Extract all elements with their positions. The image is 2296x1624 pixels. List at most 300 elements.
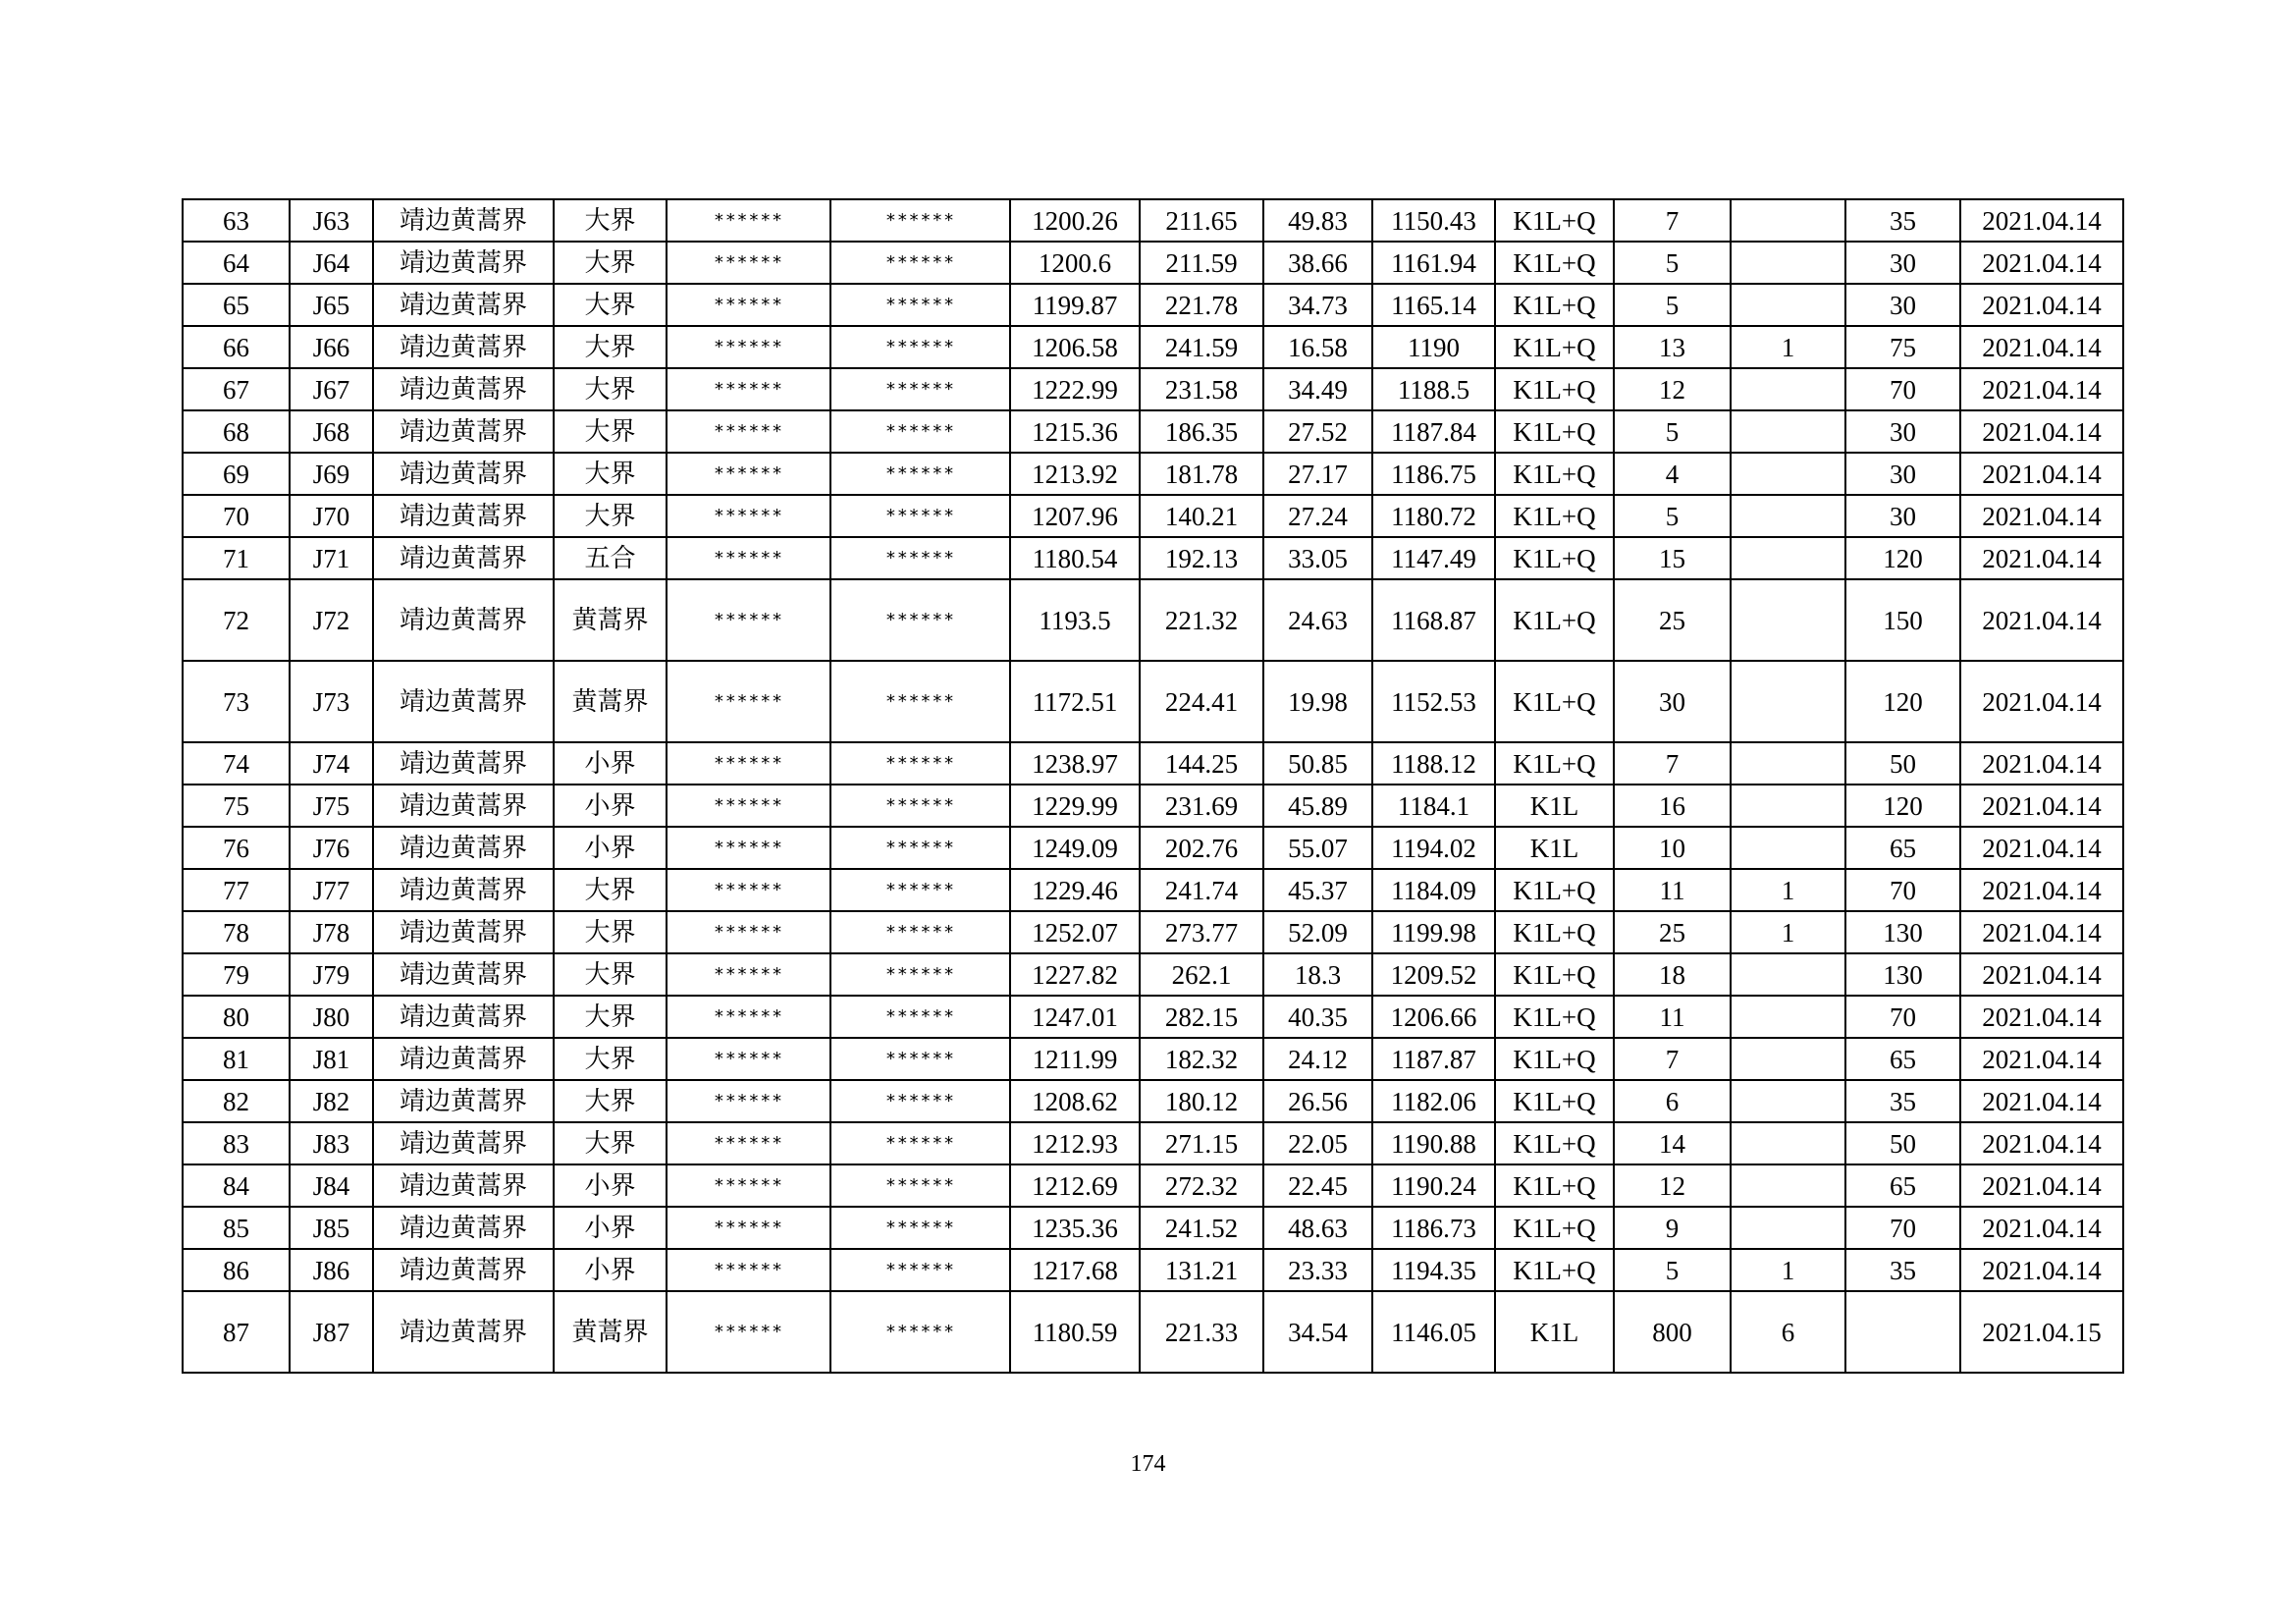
cell-base-elevation: 1188.5 (1372, 368, 1495, 410)
table-row (183, 661, 2123, 742)
cell-elevation: 1247.01 (1010, 996, 1140, 1038)
cell-thickness: 55.07 (1263, 827, 1372, 869)
cell-location: 五合 (554, 537, 667, 579)
cell-area-name: 靖边黄蒿界 (373, 284, 554, 326)
cell-value-c: 150 (1845, 579, 1960, 661)
cell-depth: 273.77 (1140, 911, 1263, 953)
cell-coord-y: ****** (830, 326, 1010, 368)
cell-date: 2021.04.14 (1960, 1122, 2123, 1164)
cell-thickness: 49.83 (1263, 199, 1372, 242)
table-row (183, 1080, 2123, 1122)
cell-base-elevation: 1187.84 (1372, 410, 1495, 453)
cell-stratum: K1L+Q (1495, 199, 1614, 242)
cell-depth: 221.32 (1140, 579, 1263, 661)
cell-well-id: J64 (290, 242, 373, 284)
cell-coord-y: ****** (830, 827, 1010, 869)
cell-stratum: K1L+Q (1495, 453, 1614, 495)
cell-coord-x: ****** (667, 284, 830, 326)
table-row (183, 1164, 2123, 1207)
cell-value-c: 70 (1845, 368, 1960, 410)
cell-depth: 182.32 (1140, 1038, 1263, 1080)
cell-area-name: 靖边黄蒿界 (373, 911, 554, 953)
cell-coord-x: ****** (667, 495, 830, 537)
cell-coord-x: ****** (667, 996, 830, 1038)
cell-value-a: 18 (1614, 953, 1731, 996)
cell-value-a: 25 (1614, 579, 1731, 661)
cell-area-name: 靖边黄蒿界 (373, 742, 554, 785)
cell-value-b (1731, 785, 1845, 827)
cell-area-name: 靖边黄蒿界 (373, 996, 554, 1038)
cell-area-name: 靖边黄蒿界 (373, 326, 554, 368)
cell-thickness: 33.05 (1263, 537, 1372, 579)
cell-date: 2021.04.14 (1960, 410, 2123, 453)
cell-base-elevation: 1152.53 (1372, 661, 1495, 742)
cell-stratum: K1L+Q (1495, 368, 1614, 410)
cell-row-number: 87 (183, 1291, 290, 1373)
cell-value-a: 11 (1614, 869, 1731, 911)
cell-location: 小界 (554, 742, 667, 785)
table-row (183, 284, 2123, 326)
cell-thickness: 27.17 (1263, 453, 1372, 495)
cell-elevation: 1217.68 (1010, 1249, 1140, 1291)
cell-depth: 180.12 (1140, 1080, 1263, 1122)
cell-value-b (1731, 284, 1845, 326)
cell-location: 黄蒿界 (554, 661, 667, 742)
cell-date: 2021.04.14 (1960, 495, 2123, 537)
cell-elevation: 1211.99 (1010, 1038, 1140, 1080)
cell-thickness: 48.63 (1263, 1207, 1372, 1249)
cell-thickness: 26.56 (1263, 1080, 1372, 1122)
cell-coord-x: ****** (667, 242, 830, 284)
cell-stratum: K1L (1495, 785, 1614, 827)
cell-area-name: 靖边黄蒿界 (373, 1291, 554, 1373)
cell-value-c: 65 (1845, 1164, 1960, 1207)
cell-location: 大界 (554, 410, 667, 453)
cell-base-elevation: 1194.35 (1372, 1249, 1495, 1291)
cell-date: 2021.04.14 (1960, 785, 2123, 827)
cell-elevation: 1238.97 (1010, 742, 1140, 785)
cell-value-c: 30 (1845, 410, 1960, 453)
cell-value-b: 6 (1731, 1291, 1845, 1373)
cell-thickness: 34.49 (1263, 368, 1372, 410)
cell-coord-y: ****** (830, 953, 1010, 996)
table-row (183, 326, 2123, 368)
cell-location: 大界 (554, 953, 667, 996)
cell-row-number: 72 (183, 579, 290, 661)
cell-value-c: 50 (1845, 1122, 1960, 1164)
cell-well-id: J74 (290, 742, 373, 785)
cell-depth: 192.13 (1140, 537, 1263, 579)
cell-value-c: 130 (1845, 953, 1960, 996)
cell-stratum: K1L+Q (1495, 996, 1614, 1038)
table-row (183, 495, 2123, 537)
cell-depth: 140.21 (1140, 495, 1263, 537)
cell-well-id: J78 (290, 911, 373, 953)
cell-well-id: J86 (290, 1249, 373, 1291)
cell-area-name: 靖边黄蒿界 (373, 579, 554, 661)
cell-value-b (1731, 1164, 1845, 1207)
cell-depth: 211.65 (1140, 199, 1263, 242)
cell-coord-y: ****** (830, 1122, 1010, 1164)
cell-stratum: K1L+Q (1495, 1080, 1614, 1122)
cell-date: 2021.04.14 (1960, 1249, 2123, 1291)
cell-value-b (1731, 368, 1845, 410)
cell-value-a: 13 (1614, 326, 1731, 368)
cell-thickness: 50.85 (1263, 742, 1372, 785)
cell-thickness: 52.09 (1263, 911, 1372, 953)
cell-depth: 272.32 (1140, 1164, 1263, 1207)
cell-stratum: K1L+Q (1495, 1207, 1614, 1249)
cell-elevation: 1206.58 (1010, 326, 1140, 368)
cell-elevation: 1172.51 (1010, 661, 1140, 742)
table-row (183, 1249, 2123, 1291)
cell-well-id: J67 (290, 368, 373, 410)
cell-date: 2021.04.14 (1960, 869, 2123, 911)
cell-value-c: 75 (1845, 326, 1960, 368)
cell-value-a: 25 (1614, 911, 1731, 953)
cell-coord-x: ****** (667, 453, 830, 495)
cell-thickness: 23.33 (1263, 1249, 1372, 1291)
cell-coord-y: ****** (830, 242, 1010, 284)
cell-stratum: K1L+Q (1495, 579, 1614, 661)
cell-location: 小界 (554, 1249, 667, 1291)
cell-depth: 241.74 (1140, 869, 1263, 911)
cell-coord-x: ****** (667, 1080, 830, 1122)
cell-date: 2021.04.14 (1960, 661, 2123, 742)
cell-location: 大界 (554, 199, 667, 242)
cell-depth: 224.41 (1140, 661, 1263, 742)
cell-area-name: 靖边黄蒿界 (373, 453, 554, 495)
cell-value-b (1731, 996, 1845, 1038)
cell-location: 大界 (554, 911, 667, 953)
table-row (183, 242, 2123, 284)
cell-thickness: 16.58 (1263, 326, 1372, 368)
cell-value-c: 70 (1845, 996, 1960, 1038)
cell-row-number: 80 (183, 996, 290, 1038)
cell-coord-x: ****** (667, 537, 830, 579)
cell-depth: 231.58 (1140, 368, 1263, 410)
table-row (183, 1122, 2123, 1164)
cell-location: 大界 (554, 1038, 667, 1080)
table-row (183, 1291, 2123, 1373)
cell-value-b: 1 (1731, 326, 1845, 368)
cell-area-name: 靖边黄蒿界 (373, 785, 554, 827)
cell-base-elevation: 1168.87 (1372, 579, 1495, 661)
cell-date: 2021.04.14 (1960, 537, 2123, 579)
cell-stratum: K1L+Q (1495, 1164, 1614, 1207)
cell-well-id: J76 (290, 827, 373, 869)
cell-thickness: 27.52 (1263, 410, 1372, 453)
cell-base-elevation: 1186.75 (1372, 453, 1495, 495)
cell-well-id: J81 (290, 1038, 373, 1080)
table-row (183, 1207, 2123, 1249)
cell-depth: 241.59 (1140, 326, 1263, 368)
cell-base-elevation: 1187.87 (1372, 1038, 1495, 1080)
cell-value-c: 120 (1845, 785, 1960, 827)
cell-elevation: 1212.93 (1010, 1122, 1140, 1164)
cell-value-b: 1 (1731, 911, 1845, 953)
cell-value-a: 10 (1614, 827, 1731, 869)
cell-value-b (1731, 410, 1845, 453)
cell-value-a: 7 (1614, 742, 1731, 785)
cell-date: 2021.04.14 (1960, 996, 2123, 1038)
cell-stratum: K1L+Q (1495, 410, 1614, 453)
cell-well-id: J63 (290, 199, 373, 242)
cell-coord-x: ****** (667, 410, 830, 453)
table-row (183, 537, 2123, 579)
cell-date: 2021.04.14 (1960, 742, 2123, 785)
cell-base-elevation: 1190 (1372, 326, 1495, 368)
cell-value-c: 70 (1845, 1207, 1960, 1249)
cell-area-name: 靖边黄蒿界 (373, 199, 554, 242)
cell-location: 大界 (554, 368, 667, 410)
cell-coord-y: ****** (830, 1038, 1010, 1080)
cell-value-b (1731, 579, 1845, 661)
cell-elevation: 1212.69 (1010, 1164, 1140, 1207)
cell-row-number: 69 (183, 453, 290, 495)
cell-well-id: J80 (290, 996, 373, 1038)
cell-well-id: J72 (290, 579, 373, 661)
cell-value-a: 14 (1614, 1122, 1731, 1164)
cell-elevation: 1227.82 (1010, 953, 1140, 996)
cell-coord-x: ****** (667, 1164, 830, 1207)
cell-coord-x: ****** (667, 1291, 830, 1373)
cell-value-a: 5 (1614, 242, 1731, 284)
cell-area-name: 靖边黄蒿界 (373, 368, 554, 410)
cell-location: 小界 (554, 785, 667, 827)
cell-depth: 241.52 (1140, 1207, 1263, 1249)
cell-base-elevation: 1165.14 (1372, 284, 1495, 326)
cell-row-number: 68 (183, 410, 290, 453)
table-row (183, 453, 2123, 495)
cell-area-name: 靖边黄蒿界 (373, 953, 554, 996)
cell-elevation: 1193.5 (1010, 579, 1140, 661)
cell-coord-y: ****** (830, 661, 1010, 742)
cell-value-a: 12 (1614, 368, 1731, 410)
cell-value-b (1731, 1122, 1845, 1164)
cell-well-id: J85 (290, 1207, 373, 1249)
cell-value-c: 65 (1845, 1038, 1960, 1080)
cell-base-elevation: 1188.12 (1372, 742, 1495, 785)
cell-location: 小界 (554, 1164, 667, 1207)
cell-depth: 221.78 (1140, 284, 1263, 326)
cell-stratum: K1L+Q (1495, 242, 1614, 284)
cell-value-a: 800 (1614, 1291, 1731, 1373)
cell-area-name: 靖边黄蒿界 (373, 410, 554, 453)
cell-value-c: 35 (1845, 1249, 1960, 1291)
well-data-table (182, 198, 2124, 1374)
cell-area-name: 靖边黄蒿界 (373, 537, 554, 579)
cell-coord-x: ****** (667, 199, 830, 242)
cell-stratum: K1L+Q (1495, 1122, 1614, 1164)
cell-elevation: 1252.07 (1010, 911, 1140, 953)
cell-depth: 131.21 (1140, 1249, 1263, 1291)
cell-base-elevation: 1199.98 (1372, 911, 1495, 953)
cell-well-id: J70 (290, 495, 373, 537)
cell-well-id: J84 (290, 1164, 373, 1207)
cell-row-number: 86 (183, 1249, 290, 1291)
cell-row-number: 81 (183, 1038, 290, 1080)
cell-coord-x: ****** (667, 326, 830, 368)
table-row (183, 785, 2123, 827)
cell-area-name: 靖边黄蒿界 (373, 1249, 554, 1291)
cell-row-number: 84 (183, 1164, 290, 1207)
cell-area-name: 靖边黄蒿界 (373, 869, 554, 911)
cell-stratum: K1L+Q (1495, 953, 1614, 996)
cell-value-b (1731, 242, 1845, 284)
table-row (183, 1038, 2123, 1080)
cell-date: 2021.04.14 (1960, 911, 2123, 953)
cell-date: 2021.04.14 (1960, 242, 2123, 284)
cell-row-number: 74 (183, 742, 290, 785)
cell-date: 2021.04.14 (1960, 1038, 2123, 1080)
cell-value-b (1731, 453, 1845, 495)
cell-date: 2021.04.15 (1960, 1291, 2123, 1373)
cell-thickness: 27.24 (1263, 495, 1372, 537)
cell-value-b (1731, 953, 1845, 996)
table-row (183, 869, 2123, 911)
cell-row-number: 70 (183, 495, 290, 537)
cell-well-id: J69 (290, 453, 373, 495)
cell-stratum: K1L (1495, 827, 1614, 869)
cell-thickness: 38.66 (1263, 242, 1372, 284)
cell-coord-y: ****** (830, 911, 1010, 953)
table-row (183, 742, 2123, 785)
cell-value-b (1731, 827, 1845, 869)
cell-base-elevation: 1190.88 (1372, 1122, 1495, 1164)
cell-coord-y: ****** (830, 785, 1010, 827)
cell-location: 大界 (554, 1122, 667, 1164)
cell-well-id: J83 (290, 1122, 373, 1164)
cell-well-id: J73 (290, 661, 373, 742)
cell-depth: 231.69 (1140, 785, 1263, 827)
cell-elevation: 1199.87 (1010, 284, 1140, 326)
cell-thickness: 40.35 (1263, 996, 1372, 1038)
cell-value-a: 4 (1614, 453, 1731, 495)
cell-base-elevation: 1186.73 (1372, 1207, 1495, 1249)
cell-thickness: 22.45 (1263, 1164, 1372, 1207)
cell-location: 小界 (554, 827, 667, 869)
cell-stratum: K1L+Q (1495, 742, 1614, 785)
cell-thickness: 24.12 (1263, 1038, 1372, 1080)
cell-coord-y: ****** (830, 1291, 1010, 1373)
cell-value-c: 30 (1845, 284, 1960, 326)
cell-area-name: 靖边黄蒿界 (373, 1080, 554, 1122)
cell-value-c: 65 (1845, 827, 1960, 869)
cell-base-elevation: 1180.72 (1372, 495, 1495, 537)
cell-row-number: 85 (183, 1207, 290, 1249)
cell-stratum: K1L+Q (1495, 911, 1614, 953)
cell-depth: 221.33 (1140, 1291, 1263, 1373)
cell-value-c: 30 (1845, 242, 1960, 284)
cell-location: 大界 (554, 869, 667, 911)
table-row (183, 953, 2123, 996)
cell-value-c: 70 (1845, 869, 1960, 911)
cell-base-elevation: 1184.09 (1372, 869, 1495, 911)
cell-stratum: K1L+Q (1495, 495, 1614, 537)
cell-location: 大界 (554, 1080, 667, 1122)
cell-coord-x: ****** (667, 953, 830, 996)
cell-row-number: 66 (183, 326, 290, 368)
cell-date: 2021.04.14 (1960, 326, 2123, 368)
cell-area-name: 靖边黄蒿界 (373, 242, 554, 284)
table-row (183, 579, 2123, 661)
cell-coord-x: ****** (667, 1122, 830, 1164)
cell-coord-y: ****** (830, 284, 1010, 326)
cell-depth: 186.35 (1140, 410, 1263, 453)
cell-location: 大界 (554, 326, 667, 368)
table-row (183, 368, 2123, 410)
cell-stratum: K1L+Q (1495, 1038, 1614, 1080)
cell-value-c (1845, 1291, 1960, 1373)
cell-value-a: 7 (1614, 1038, 1731, 1080)
cell-elevation: 1180.54 (1010, 537, 1140, 579)
cell-row-number: 75 (183, 785, 290, 827)
cell-row-number: 67 (183, 368, 290, 410)
cell-coord-y: ****** (830, 199, 1010, 242)
cell-thickness: 24.63 (1263, 579, 1372, 661)
cell-area-name: 靖边黄蒿界 (373, 661, 554, 742)
cell-location: 小界 (554, 1207, 667, 1249)
cell-coord-x: ****** (667, 827, 830, 869)
cell-base-elevation: 1194.02 (1372, 827, 1495, 869)
cell-value-b (1731, 199, 1845, 242)
cell-base-elevation: 1209.52 (1372, 953, 1495, 996)
cell-value-c: 120 (1845, 537, 1960, 579)
cell-elevation: 1207.96 (1010, 495, 1140, 537)
cell-row-number: 78 (183, 911, 290, 953)
cell-value-c: 50 (1845, 742, 1960, 785)
cell-base-elevation: 1184.1 (1372, 785, 1495, 827)
cell-location: 大界 (554, 242, 667, 284)
cell-coord-x: ****** (667, 785, 830, 827)
cell-coord-x: ****** (667, 911, 830, 953)
cell-location: 黄蒿界 (554, 1291, 667, 1373)
cell-elevation: 1222.99 (1010, 368, 1140, 410)
cell-thickness: 18.3 (1263, 953, 1372, 996)
cell-well-id: J68 (290, 410, 373, 453)
cell-thickness: 19.98 (1263, 661, 1372, 742)
cell-stratum: K1L+Q (1495, 537, 1614, 579)
cell-stratum: K1L (1495, 1291, 1614, 1373)
cell-well-id: J71 (290, 537, 373, 579)
cell-area-name: 靖边黄蒿界 (373, 495, 554, 537)
cell-value-b (1731, 1080, 1845, 1122)
cell-coord-y: ****** (830, 1249, 1010, 1291)
table-row (183, 827, 2123, 869)
cell-thickness: 45.89 (1263, 785, 1372, 827)
cell-coord-y: ****** (830, 1164, 1010, 1207)
cell-value-c: 35 (1845, 199, 1960, 242)
cell-depth: 202.76 (1140, 827, 1263, 869)
cell-value-a: 5 (1614, 410, 1731, 453)
cell-stratum: K1L+Q (1495, 284, 1614, 326)
cell-elevation: 1215.36 (1010, 410, 1140, 453)
cell-depth: 262.1 (1140, 953, 1263, 996)
cell-elevation: 1235.36 (1010, 1207, 1140, 1249)
table-row (183, 410, 2123, 453)
cell-coord-y: ****** (830, 537, 1010, 579)
cell-value-a: 5 (1614, 284, 1731, 326)
cell-coord-x: ****** (667, 1207, 830, 1249)
cell-depth: 271.15 (1140, 1122, 1263, 1164)
cell-coord-x: ****** (667, 1249, 830, 1291)
cell-elevation: 1229.99 (1010, 785, 1140, 827)
cell-value-a: 12 (1614, 1164, 1731, 1207)
cell-depth: 181.78 (1140, 453, 1263, 495)
cell-elevation: 1213.92 (1010, 453, 1140, 495)
cell-well-id: J65 (290, 284, 373, 326)
